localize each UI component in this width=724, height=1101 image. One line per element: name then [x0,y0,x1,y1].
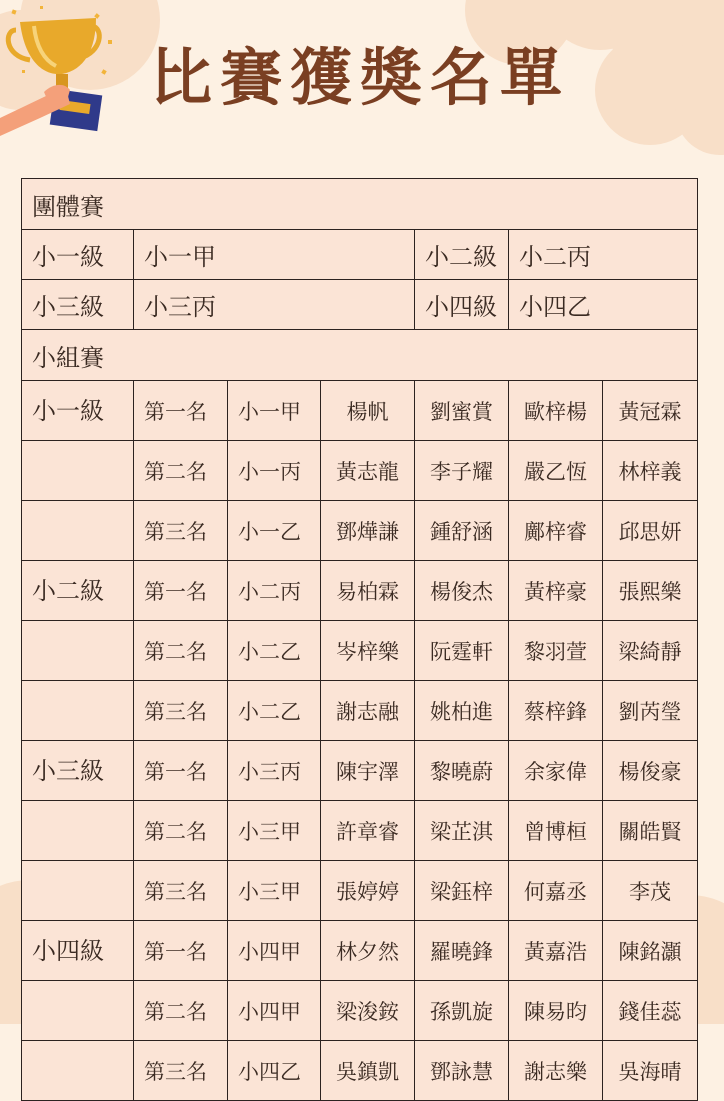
table-row [22,501,698,561]
winner-name: 吳鎮凱 [321,1041,415,1101]
rank-cell: 第三名 [134,1041,228,1101]
table-row [22,861,698,921]
winner-name: 曾博桓 [509,801,603,861]
winner-name: 陳宇澤 [321,741,415,801]
winner-name: 林梓義 [603,441,698,501]
table-row [22,681,698,741]
winner-name: 羅曉鋒 [415,921,509,981]
rank-cell: 第三名 [134,501,228,561]
rank-cell: 第一名 [134,381,228,441]
rank-cell: 第一名 [134,921,228,981]
winner-name: 黎羽萱 [509,621,603,681]
table-row [22,381,698,441]
winner-name: 張婷婷 [321,861,415,921]
winner-name: 余家偉 [509,741,603,801]
team-class: 小一甲 [134,230,415,280]
grade-cell [22,1041,134,1101]
winner-name: 孫凱旋 [415,981,509,1041]
group-results [22,381,698,1101]
winner-name: 梁芷淇 [415,801,509,861]
grade-cell [22,981,134,1041]
rank-cell: 第三名 [134,681,228,741]
winner-name: 黃冠霖 [603,381,698,441]
winner-name: 劉蜜賞 [415,381,509,441]
class-cell: 小三丙 [228,741,321,801]
winner-name: 林夕然 [321,921,415,981]
table-row [22,621,698,681]
class-cell: 小二丙 [228,561,321,621]
winner-name: 張熙樂 [603,561,698,621]
grade-cell [22,801,134,861]
winner-name: 嚴乙恆 [509,441,603,501]
class-cell: 小三甲 [228,861,321,921]
winner-name: 易柏霖 [321,561,415,621]
winner-name: 蔡梓鋒 [509,681,603,741]
table-row [22,741,698,801]
rank-cell: 第三名 [134,861,228,921]
rank-cell: 第二名 [134,441,228,501]
rank-cell: 第二名 [134,621,228,681]
winner-name: 鄧詠慧 [415,1041,509,1101]
class-cell: 小一丙 [228,441,321,501]
class-cell: 小三甲 [228,801,321,861]
team-section-heading: 團體賽 [22,179,698,230]
winner-name: 李茂 [603,861,698,921]
grade-cell: 小一級 [22,381,134,441]
team-grade: 小四級 [415,280,509,330]
team-class: 小三丙 [134,280,415,330]
team-class: 小二丙 [509,230,698,280]
winner-name: 梁鈺梓 [415,861,509,921]
grade-cell [22,501,134,561]
winner-name: 楊俊杰 [415,561,509,621]
winner-name: 鍾舒涵 [415,501,509,561]
table-row [22,981,698,1041]
grade-cell [22,621,134,681]
winner-name: 楊帆 [321,381,415,441]
winner-name: 黃志龍 [321,441,415,501]
winner-name: 陳銘灝 [603,921,698,981]
grade-cell: 小三級 [22,741,134,801]
winner-name: 錢佳蕊 [603,981,698,1041]
class-cell: 小四甲 [228,921,321,981]
grade-cell [22,861,134,921]
grade-cell [22,441,134,501]
winner-name: 姚柏進 [415,681,509,741]
winner-name: 關皓賢 [603,801,698,861]
class-cell: 小一甲 [228,381,321,441]
grade-cell: 小四級 [22,921,134,981]
winner-name: 楊俊豪 [603,741,698,801]
winners-table [21,178,698,1101]
winner-name: 謝志融 [321,681,415,741]
class-cell: 小四甲 [228,981,321,1041]
rank-cell: 第二名 [134,981,228,1041]
winner-name: 鄧燁謙 [321,501,415,561]
winner-name: 邱思妍 [603,501,698,561]
rank-cell: 第二名 [134,801,228,861]
winner-name: 黃嘉浩 [509,921,603,981]
class-cell: 小一乙 [228,501,321,561]
team-grade: 小二級 [415,230,509,280]
winner-name: 陳易昀 [509,981,603,1041]
class-cell: 小二乙 [228,621,321,681]
winner-name: 謝志樂 [509,1041,603,1101]
winner-name: 何嘉丞 [509,861,603,921]
table-row [22,801,698,861]
grade-cell [22,681,134,741]
winner-name: 李子耀 [415,441,509,501]
page-title: 比賽獲獎名單 [150,41,571,114]
table-row [22,1041,698,1101]
class-cell: 小二乙 [228,681,321,741]
winner-name: 梁綺靜 [603,621,698,681]
rank-cell: 第一名 [134,741,228,801]
winner-name: 許章睿 [321,801,415,861]
table-row [22,441,698,501]
rank-cell: 第一名 [134,561,228,621]
winner-name: 鄺梓睿 [509,501,603,561]
team-grade: 小三級 [22,280,134,330]
table-row [22,561,698,621]
winner-name: 梁浚銨 [321,981,415,1041]
team-grade: 小一級 [22,230,134,280]
team-row [22,230,698,280]
winner-name: 黃梓豪 [509,561,603,621]
winner-name: 阮霆軒 [415,621,509,681]
trophy-icon [0,0,140,140]
group-section-heading: 小組賽 [22,330,698,381]
table-row [22,921,698,981]
winner-name: 吳海晴 [603,1041,698,1101]
grade-cell: 小二級 [22,561,134,621]
winner-name: 黎曉蔚 [415,741,509,801]
class-cell: 小四乙 [228,1041,321,1101]
team-row [22,280,698,330]
winner-name: 岑梓樂 [321,621,415,681]
winner-name: 歐梓楊 [509,381,603,441]
team-class: 小四乙 [509,280,698,330]
winner-name: 劉芮瑩 [603,681,698,741]
